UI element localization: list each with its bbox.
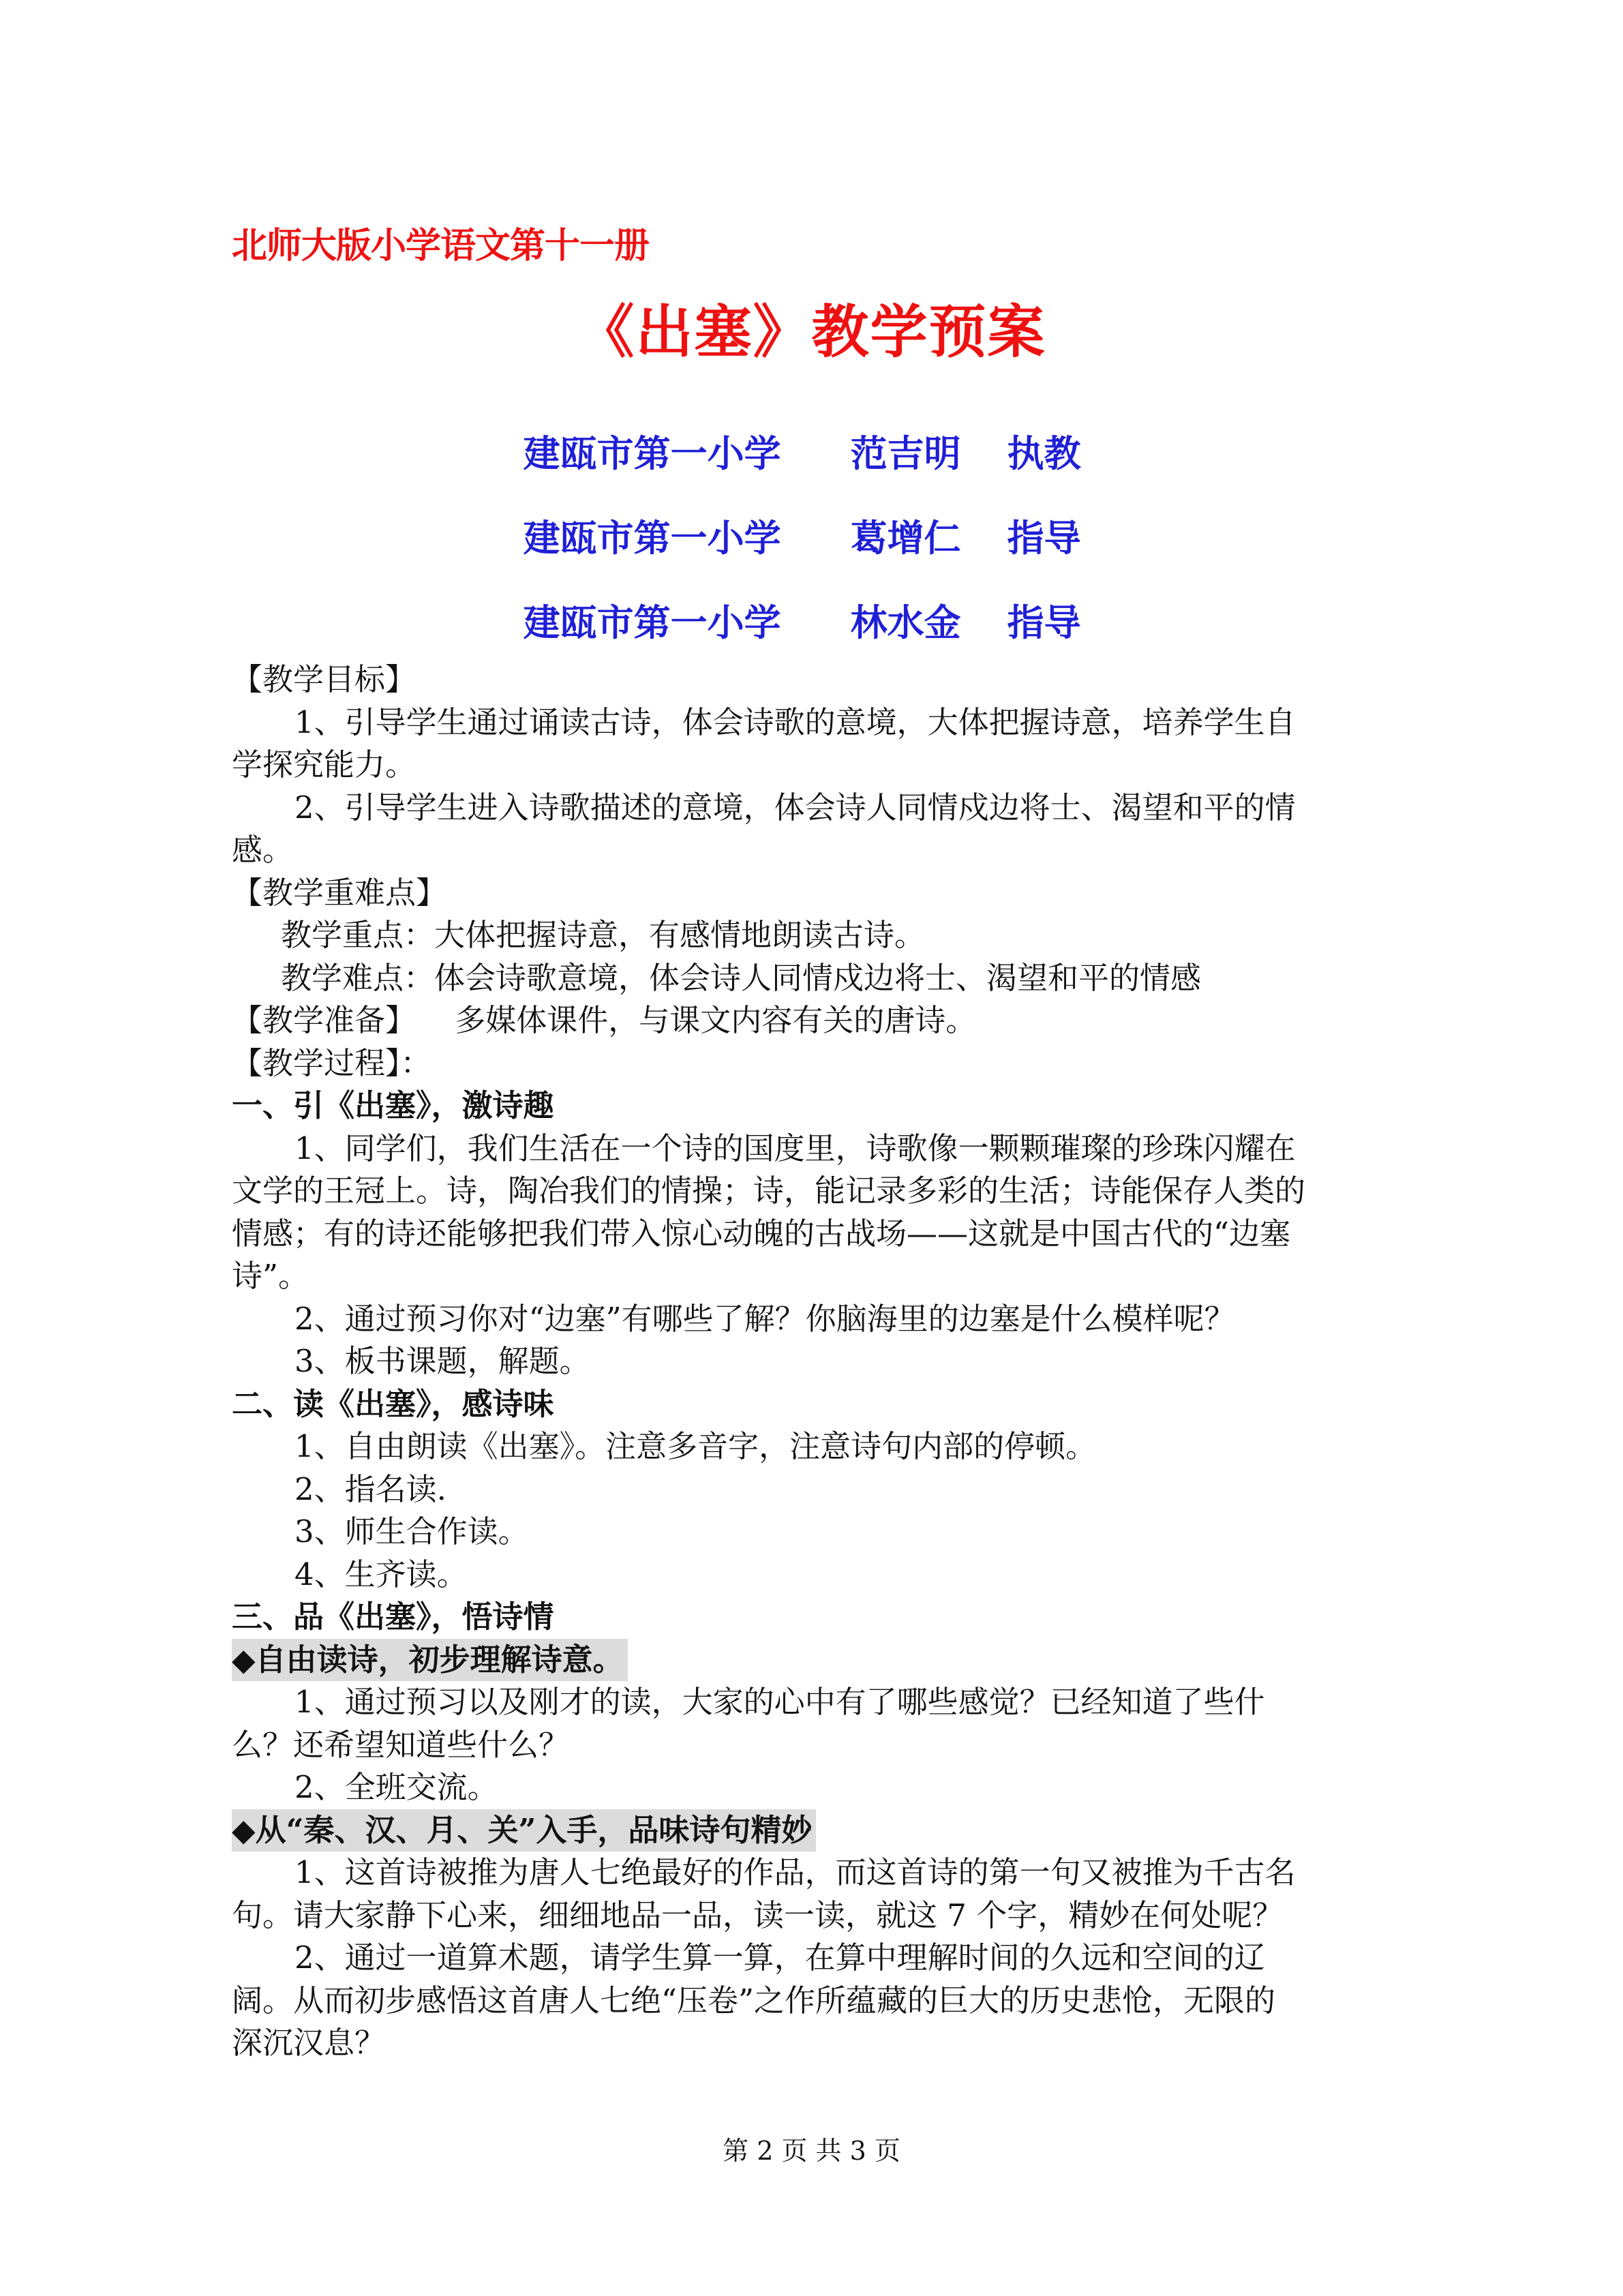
highlighted-subheading	[232, 1639, 1391, 1682]
step-heading: 一、引《出塞》，激诗趣	[232, 1087, 554, 1123]
page-footer: 第 2 页 共 3 页	[723, 2136, 900, 2166]
paragraph-line: 么？还希望知道些什么？	[232, 1726, 570, 1763]
paragraph-line: 2、指名读.	[294, 1470, 446, 1507]
credit-role: 指导	[1007, 601, 1081, 644]
credit-role: 执教	[1007, 432, 1081, 475]
paragraph-line: 诗”。	[232, 1258, 309, 1294]
paragraph-line: 教学难点：体会诗歌意境，体会诗人同情戍边将士、渴望和平的情感	[281, 959, 1202, 996]
paragraph-line: 教学重点：大体把握诗意，有感情地朗读古诗。	[281, 917, 926, 953]
highlighted-subheading	[232, 1809, 1391, 1852]
highlighted-subheading-text: ◆从“秦、汉、月、关”入手，品味诗句精妙	[232, 1809, 816, 1852]
paragraph-line: 2、引导学生进入诗歌描述的意境，体会诗人同情戍边将士、渴望和平的情	[294, 789, 1296, 826]
lesson-plan-body	[232, 659, 1391, 2065]
credit-role: 指导	[1007, 517, 1081, 560]
paragraph-line: 4、生齐读。	[294, 1556, 468, 1592]
paragraph-line: 1、这首诗被推为唐人七绝最好的作品，而这首诗的第一句又被推为千古名	[294, 1854, 1296, 1890]
paragraph-line: 感。	[232, 832, 294, 868]
credit-row	[498, 551, 1081, 646]
paragraph-line: 句。请大家静下心来，细细地品一品，读一读，就这 7 个字，精妙在何处呢？	[232, 1897, 1284, 1933]
credit-school: 建瓯市第一小学	[523, 517, 781, 560]
credit-school: 建瓯市第一小学	[523, 432, 781, 475]
series-title: 北师大版小学语文第十一册	[232, 226, 650, 267]
paragraph-line: 深沉汉息？	[232, 2025, 386, 2061]
paragraph-line: 1、通过预习以及刚才的读，大家的心中有了哪些感觉？已经知道了些什	[294, 1684, 1265, 1720]
paragraph-line: 情感；有的诗还能够把我们带入惊心动魄的古战场——这就是中国古代的“边塞	[232, 1215, 1291, 1252]
paragraph-line: 阔。从而初步感悟这首唐人七绝“压卷”之作所蕴藏的巨大的历史悲怆，无限的	[232, 1982, 1276, 2019]
document-title: 《出塞》教学预案	[577, 299, 1046, 365]
section-heading-preparation: 【教学准备】 多媒体课件，与课文内容有关的唐诗。	[232, 1002, 977, 1038]
section-heading-process: 【教学过程】：	[232, 1044, 431, 1081]
credit-row	[498, 382, 1081, 477]
credit-name: 林水金	[850, 601, 961, 644]
step-heading: 三、品《出塞》，悟诗情	[232, 1599, 554, 1635]
step-heading: 二、读《出塞》，感诗味	[232, 1385, 554, 1422]
paragraph-line: 2、全班交流。	[294, 1769, 498, 1805]
paragraph-line: 1、同学们，我们生活在一个诗的国度里，诗歌像一颗颗璀璨的珍珠闪耀在	[294, 1130, 1296, 1166]
paragraph-line: 学探究能力。	[232, 746, 416, 783]
section-heading-key-points: 【教学重难点】	[232, 874, 447, 911]
credit-name: 葛增仁	[850, 517, 961, 560]
paragraph-line: 1、自由朗读《出塞》。注意多音字，注意诗句内部的停顿。	[294, 1428, 1097, 1464]
credit-row	[498, 466, 1081, 562]
credit-school: 建瓯市第一小学	[523, 601, 781, 644]
paragraph-line: 3、板书课题，解题。	[294, 1343, 590, 1379]
section-heading-objectives: 【教学目标】	[232, 661, 416, 697]
paragraph-line: 1、引导学生通过诵读古诗，体会诗歌的意境，大体把握诗意，培养学生自	[294, 704, 1296, 740]
paragraph-line: 文学的王冠上。诗，陶冶我们的情操；诗，能记录多彩的生活；诗能保存人类的	[232, 1173, 1306, 1209]
highlighted-subheading-text: ◆自由读诗，初步理解诗意。	[232, 1639, 628, 1682]
paragraph-line: 2、通过一道算术题，请学生算一算，在算中理解时间的久远和空间的辽	[294, 1939, 1265, 1976]
paragraph-line: 2、通过预习你对“边塞”有哪些了解？你脑海里的边塞是什么模样呢？	[294, 1300, 1235, 1337]
credit-name: 范吉明	[850, 432, 961, 475]
paragraph-line: 3、师生合作读。	[294, 1513, 529, 1550]
